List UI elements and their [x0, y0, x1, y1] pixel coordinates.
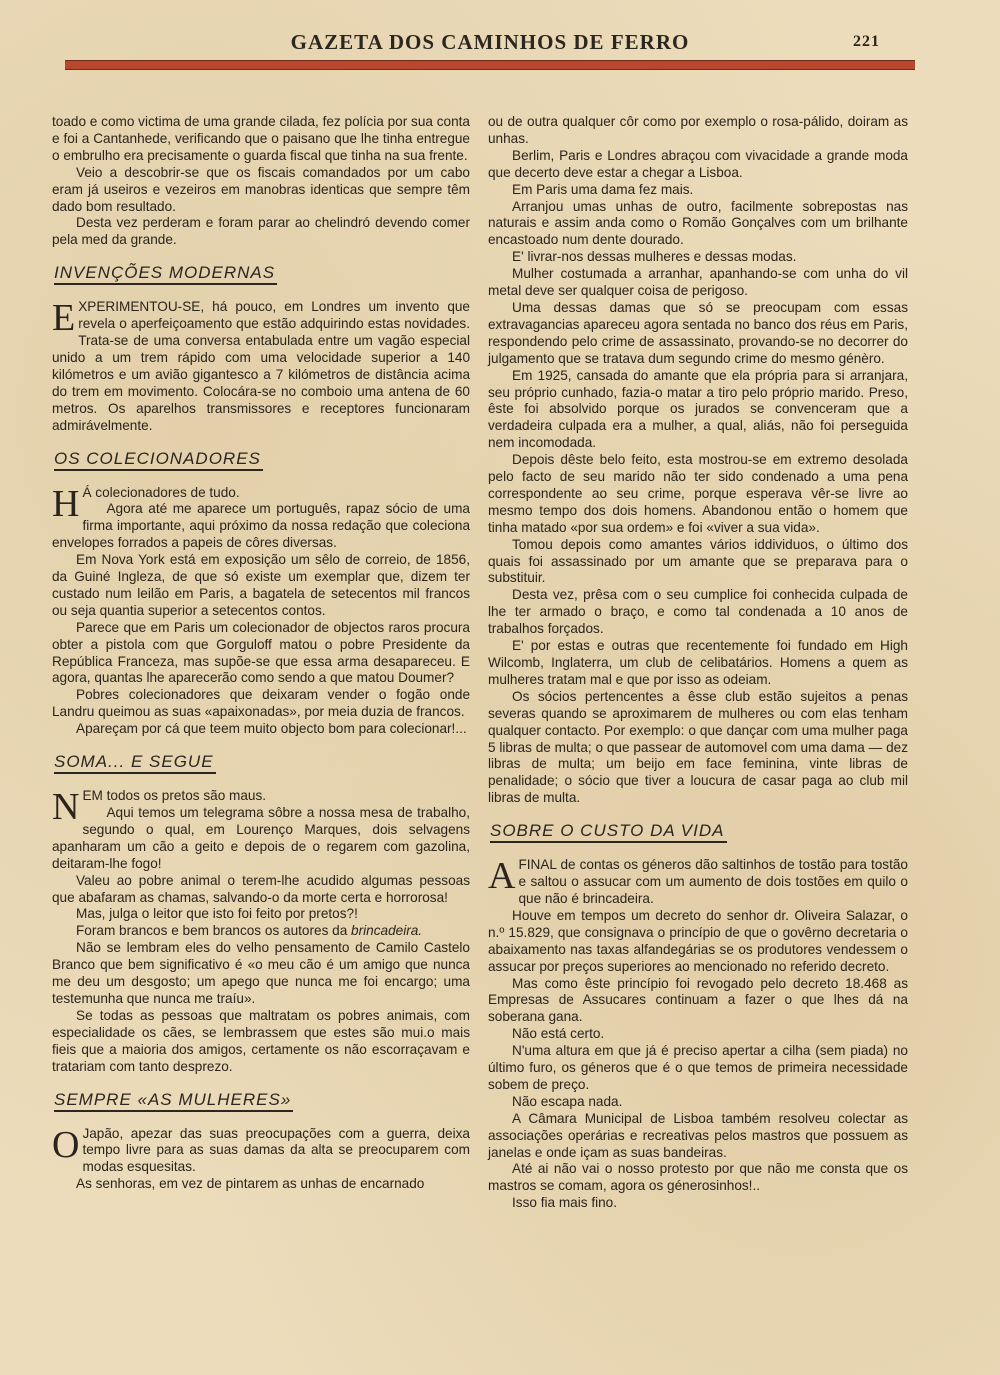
- lead-text: Japão, apezar das suas preocupações com a guerra, deixa tempo livre para as suas damas da alta se preocuparem com modas esquesitas.: [82, 1125, 470, 1175]
- paragraph: Isso fia mais fino.: [512, 1195, 618, 1211]
- paragraph: As senhoras, em vez de pintarem as unhas de encarnado: [76, 1176, 425, 1192]
- paragraph: Depois dêste belo feito, esta mostrou-se em extremo desolada pelo facto de seu marido não ter sido condenado a uma pena correspondente ao seu crime, porque esperava vêr-se livre ao mesmo tempo dos dois homens. Abandonou então o homem que tinha matado «por sua ordem» e foi «viver a sua vida».: [488, 452, 908, 535]
- paragraph: Em 1925, cansada do amante que ela própria para si arranjara, seu próprio cunhado, fazia-o matar a tiro pelo próprio marido. Preso, êste foi absolvido porque os jurados se convenceram que a verdadeira culpada era a mulher, a qual, aliás, não foi perseguida nem incomodada.: [488, 367, 908, 451]
- drop-cap: N: [52, 786, 80, 829]
- paragraph: Mas, julga o leitor que isto foi feito por pretos?!: [76, 906, 358, 922]
- publication-title: GAZETA DOS CAMINHOS DE FERRO: [290, 30, 690, 54]
- paragraph: Tomou depois como amantes vários iddividuos, o último dos quais foi assassinado por um amante que se preparava para o substituir.: [488, 536, 908, 586]
- lead-text: FINAL de contas os géneros dão saltinhos de tostão para tostão e saltou o assucar com um aumento de dois tostões em quilo o que não é brincadeira.: [518, 857, 908, 906]
- paragraph: N'uma altura em que já é preciso apertar a cilha (sem piada) no último furo, os géneros que é o que temos de primeira necessidade sobem de preço.: [488, 1043, 908, 1092]
- page-number: 221: [853, 33, 880, 50]
- drop-cap: O: [52, 1123, 80, 1166]
- section-heading-mulheres: SEMPRE «AS MULHERES»: [54, 1090, 293, 1112]
- section-lead: [52, 786, 470, 829]
- paragraph: Veio a descobrir-se que os fiscais comandados por um cabo eram já useiros e vezeiros em manobras identicas que sempre têm dado bom resultado.: [52, 164, 470, 214]
- paragraph: Em Nova York está em exposição um sêlo de correio, de 1856, da Guiné Ingleza, de que só existe um exemplar que, dizem ter custado num leilão em Paris, a bagatela de setecentos mil francos ou seja quantia superior a setecentos contos.: [52, 552, 470, 618]
- paragraph: toado e como victima de uma grande cilada, fez polícia por sua conta e foi a Cantanhede, verificando que o paisano que lhe tinha entregue o embrulho era precisamente o guarda fiscal que tinha na sua frente.: [52, 114, 470, 163]
- paragraph: A Câmara Municipal de Lisboa também resolveu colectar as associações operárias e recreativas pelos mastros que possuem as janelas e onde içam as suas bandeiras.: [488, 1110, 908, 1160]
- paragraph: Pobres colecionadores que deixaram vender o fogão onde Landru queimou as suas «apaixonadas», por meia duzia de francos.: [52, 687, 470, 720]
- section-lead: [488, 857, 908, 908]
- paragraph: Os sócios pertencentes a êsse club estão sujeitos a penas severas quando se aproximarem de mulheres ou com elas tenham qualquer contacto. Por exemplo: o que dançar com uma mulher paga 5 libras de multa; o que passear de automovel com uma dama — dez libras de multa; um beijo em face feminina, vinte libras de penalidade; o sócio que tiver a loucura de casar paga ao club mil libras de multa.: [488, 688, 908, 806]
- paragraph: Não se lembram eles do velho pensamento de Camilo Castelo Branco que bem significativo é «o meu cão é um amigo que nunca me deu um desgosto; um apego que nunca me foi encargo; uma testemunha que nunca me traíu».: [52, 940, 470, 1006]
- masthead: [60, 30, 920, 56]
- paragraph: Houve em tempos um decreto do senhor dr. Oliveira Salazar, o n.º 15.829, que consignava o princípio de que o govêrno decretaria o abaixamento nas taxas alfandegárias se os produtores vendessem o assucar por preços superiores ao mencionado no referido decreto.: [488, 907, 908, 974]
- paragraph: [52, 923, 470, 940]
- paragraph: Agora até me aparece um português, rapaz sócio de uma firma importante, aqui próximo da nossa redação que coleciona envelopes forrados a papeis de côres diversas.: [52, 501, 470, 551]
- paragraph: Parece que em Paris um colecionador de objectos raros procura obter a pistola com que Gorguloff matou o pobre Presidente da República Franceza, mas supõe-se que essa arma desapareceu. E agora, quantas lhe aparecerão como sendo a que matou Doumer?: [52, 619, 470, 686]
- section-lead: [52, 482, 470, 525]
- paragraph: Arranjou umas unhas de outro, facilmente sobrepostas nas naturais e assim anda como o Romão Gonçalves com um brilhante encastoado num dente dourado.: [488, 198, 908, 248]
- right-column: [488, 114, 908, 1212]
- paragraph: Não está certo.: [512, 1026, 605, 1042]
- drop-cap: H: [52, 482, 80, 525]
- paragraph: Uma dessas damas que só se preocupam com essas extravagancias apareceu agora sentada no banco dos réus em Paris, respondendo pelo crime de assassinato, provando-se no decorrer do julgamento que se tratava dum segundo crime do mesmo génèro.: [488, 299, 908, 366]
- paragraph: ou de outra qualquer côr como por exemplo o rosa-pálido, doiram as unhas.: [488, 114, 908, 146]
- header-rule: [65, 60, 915, 70]
- drop-cap: E: [52, 297, 76, 340]
- text-run: Foram brancos e bem brancos os autores da: [76, 923, 352, 939]
- drop-cap: A: [488, 855, 516, 898]
- paragraph: Valeu ao pobre animal o terem-lhe acudido algumas pessoas que abafaram as chamas, salvando-o da morte certa e horrorosa!: [52, 872, 470, 905]
- section-heading-invencoes: INVENÇÕES MODERNAS: [54, 263, 277, 285]
- section-heading-custo-vida: SOBRE O CUSTO DA VIDA: [490, 821, 727, 843]
- paragraph: Apareçam por cá que teem muito objecto bom para colecionar!...: [76, 721, 467, 737]
- paragraph: Em Paris uma dama fez mais.: [512, 181, 694, 197]
- lead-text: XPERIMENTOU-SE, há pouco, em Londres um invento que revela o aperfeiçoamento que estão adquirindo estas novidades. Trata-se de uma conversa entabulada entre um vagão especial unido a um trem rápido com uma velocidade superior a 140 kilómetros e um avião gigantesco a 7 kilómetros de distância acima do trem em movimento. Colocára-se no comboio uma antena de 60 metros. Os aparelhos transmissores e receptores funcionaram admirávelmente.: [52, 299, 470, 433]
- section-heading-colecionadores: OS COLECIONADORES: [54, 449, 263, 471]
- lead-text: EM todos os pretos são maus.: [82, 788, 267, 804]
- section-lead: [52, 299, 470, 434]
- lead-text: Á colecionadores de tudo.: [82, 484, 240, 500]
- paragraph: Desta vez, prêsa com o seu cumplice foi conhecida culpada de lhe ter armado o braço, e como tal condenada a 10 anos de trabalhos forçados.: [488, 587, 908, 637]
- paragraph: E' por estas e outras que recentemente foi fundado em High Wilcomb, Inglaterra, um club de celibatários. Homens a quem as mulheres tratam mal e que por isso as odeiam.: [488, 638, 908, 687]
- paragraph: Não escapa nada.: [512, 1093, 623, 1109]
- paragraph: Aqui temos um telegrama sôbre a nossa mesa de trabalho, segundo o qual, em Lourenço Marques, dois selvagens apanharam um cão a geito e depois de o regarem com gazolina, deitaram-lhe fogo!: [52, 805, 470, 871]
- paragraph: Desta vez perderam e foram parar ao chelindró devendo comer pela med da grande.: [52, 215, 470, 248]
- paragraph: Berlim, Paris e Londres abraçou com vivacidade a grande moda que decerto deve estar a chegar a Lisboa.: [488, 147, 908, 180]
- left-column: [52, 114, 470, 1193]
- section-heading-soma: SOMA... E SEGUE: [54, 752, 216, 774]
- section-lead: [52, 1123, 470, 1177]
- emphasis: brincadeira.: [351, 923, 423, 939]
- paragraph: Mas como êste princípio foi revogado pelo decreto 18.468 as Empresas de Assucares continuam a fazer o que lhes dá na soberana gana.: [488, 975, 908, 1025]
- paragraph: Mulher costumada a arranhar, apanhando-se com unha do vil metal deve ser qualquer coisa de perigoso.: [488, 266, 908, 299]
- paragraph: E' livrar-nos dessas mulheres e dessas modas.: [512, 249, 797, 265]
- paragraph: Até ai não vai o nosso protesto por que não me consta que os mastros se comam, agora os génerosinhos!..: [488, 1161, 908, 1194]
- paragraph: Se todas as pessoas que maltratam os pobres animais, com especialidade os cães, se lembrassem que estes são mui.o mais fieis que a maioria dos amigos, certamente os não escorraçavam e tratariam com tanto desprezo.: [52, 1007, 470, 1074]
